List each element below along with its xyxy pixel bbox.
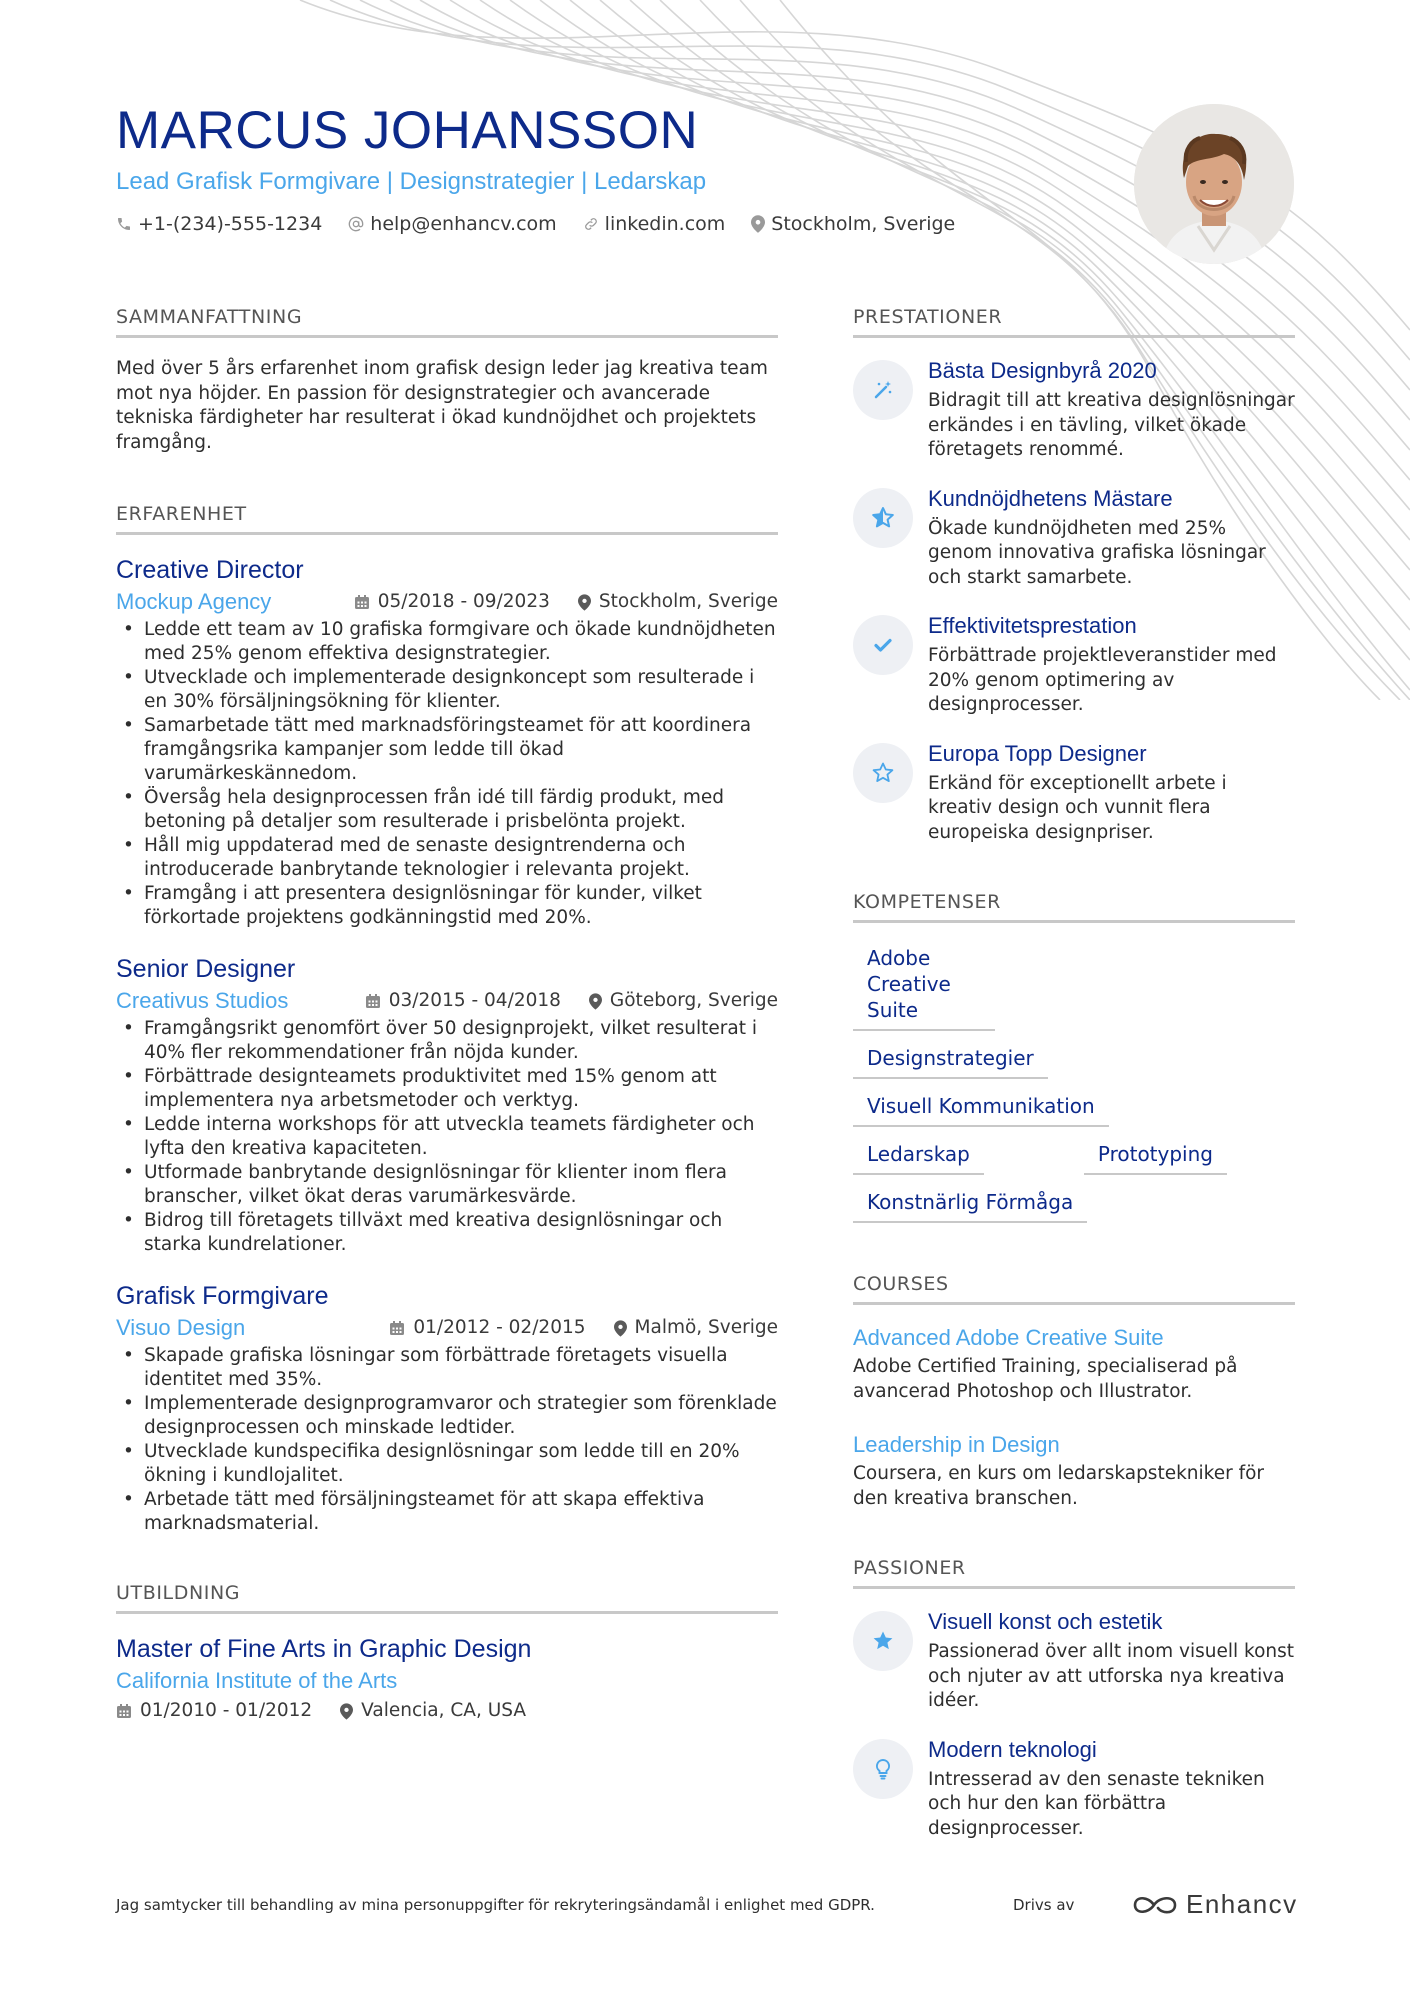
map-pin-icon xyxy=(340,1703,353,1720)
achievement-title: Kundnöjdhetens Mästare xyxy=(928,485,1173,511)
education-location-text: Valencia, CA, USA xyxy=(361,1700,526,1721)
job-meta xyxy=(116,987,778,1015)
passions-section xyxy=(853,1555,1295,1841)
summary-heading: SAMMANFATTNING xyxy=(116,304,778,338)
job-company: Visuo Design xyxy=(116,1315,246,1340)
star-outline-icon xyxy=(871,761,895,785)
achievement-body xyxy=(928,484,1295,591)
achievement-desc: Ökade kundnöjdheten med 25% genom innovativa grafiska lösningar och starkt samarbete. xyxy=(928,517,1266,588)
achievement-body xyxy=(928,739,1295,846)
contact-location xyxy=(751,211,955,237)
job-bullet: • Utvecklade och implementerade designkoncept som resulterade i en 30% försäljningsökning för klienter. xyxy=(116,666,778,714)
skills-list xyxy=(853,931,1295,1223)
candidate-name: MARCUS JOHANSSON xyxy=(116,101,699,160)
achievement-desc: Erkänd för exceptionellt arbete i kreativ design och vunnit flera europeiska designpriser. xyxy=(928,772,1227,843)
course-desc: Adobe Certified Training, specialiserad på avancerad Photoshop och Illustrator. xyxy=(853,1356,1238,1402)
contact-linkedin[interactable] xyxy=(583,211,726,237)
passion-item xyxy=(853,1735,1295,1842)
contact-phone[interactable] xyxy=(116,211,322,237)
check-icon xyxy=(871,633,895,657)
job-location xyxy=(578,588,778,616)
job-entry xyxy=(116,553,778,930)
achievement-title: Effektivitetsprestation xyxy=(928,613,1137,638)
passion-body xyxy=(928,1735,1295,1842)
magic-wand-icon xyxy=(871,378,895,402)
passions-heading: PASSIONER xyxy=(853,1555,1295,1589)
star-half-icon xyxy=(871,506,895,530)
achievement-icon-badge xyxy=(853,615,913,675)
passion-icon-badge xyxy=(853,1611,913,1671)
job-bullet: • Framgångsrikt genomfört över 50 designprojekt, vilket resulterat i 40% fler rekommendationer från nöjda kunder. xyxy=(116,1017,778,1065)
email-text: help@enhancv.com xyxy=(370,213,557,235)
job-company: Mockup Agency xyxy=(116,589,272,614)
skills-heading: KOMPETENSER xyxy=(853,889,1295,923)
education-meta xyxy=(116,1697,778,1725)
contact-email[interactable] xyxy=(348,211,556,237)
map-pin-icon xyxy=(751,215,765,233)
link-icon xyxy=(583,216,599,232)
job-entry xyxy=(116,1279,778,1536)
course-title: Advanced Adobe Creative Suite xyxy=(853,1325,1164,1350)
job-location-text: Malmö, Sverige xyxy=(634,1317,778,1338)
job-location-text: Stockholm, Sverige xyxy=(598,591,778,612)
map-pin-icon xyxy=(589,993,602,1010)
achievement-desc: Bidragit till att kreativa designlösningar erkändes i en tävling, vilket ökade företagets renommé. xyxy=(928,390,1295,460)
job-title: Senior Designer xyxy=(116,955,296,983)
skill-tag: Designstrategier xyxy=(853,1031,1048,1079)
job-bullet: • Utvecklade kundspecifika designlösningar som ledde till en 20% ökning i kundlojalitet. xyxy=(116,1440,778,1488)
job-bullet: • Ledde interna workshops för att utveckla teamets färdigheter och lyfta den kreativa kapaciteten. xyxy=(116,1113,778,1161)
education-location xyxy=(340,1697,526,1725)
calendar-icon xyxy=(116,1703,132,1719)
passion-desc: Intresserad av den senaste tekniken och hur den kan förbättra designprocesser. xyxy=(928,1768,1265,1839)
job-bullet: • Bidrog till företagets tillväxt med kreativa designlösningar och starka kundrelationer. xyxy=(116,1209,778,1257)
job-dates-text: 03/2015 - 04/2018 xyxy=(388,990,561,1011)
job-meta-right xyxy=(365,987,778,1015)
linkedin-text: linkedin.com xyxy=(604,213,726,235)
achievement-item xyxy=(853,611,1295,718)
footer xyxy=(116,1885,1296,1925)
brand-name: Enhancv xyxy=(1186,1889,1298,1919)
job-bullet: • Implementerade designprogramvaror och strategier som förenklade designprocessen och minskade ledtider. xyxy=(116,1392,778,1440)
job-bullet: • Håll mig uppdaterad med de senaste designtrenderna och introducerade banbrytande teknologier i relevanta projekt. xyxy=(116,834,778,882)
skill-tag: Adobe Creative Suite xyxy=(853,931,995,1031)
calendar-icon xyxy=(354,594,370,610)
school-name: California Institute of the Arts xyxy=(116,1668,398,1693)
summary-section xyxy=(116,304,778,455)
candidate-tagline: Lead Grafisk Formgivare | Designstrategier | Ledarskap xyxy=(116,168,707,195)
job-dates xyxy=(354,588,550,616)
job-bullet: • Utformade banbrytande designlösningar för klienter inom flera branscher, vilket ökat deras varumärkesvärde. xyxy=(116,1161,778,1209)
passion-title: Modern teknologi xyxy=(928,1736,1097,1762)
job-bullets xyxy=(116,1017,778,1257)
left-column xyxy=(116,304,778,1725)
education-dates xyxy=(116,1697,312,1725)
job-company: Creativus Studios xyxy=(116,988,289,1013)
job-bullet: • Arbetade tätt med försäljningsteamet för att skapa effektiva marknadsmaterial. xyxy=(116,1488,778,1536)
achievements-section xyxy=(853,304,1295,845)
skill-tag: Visuell Kommunikation xyxy=(853,1079,1109,1127)
job-dates-text: 05/2018 - 09/2023 xyxy=(377,591,550,612)
job-meta-right xyxy=(354,588,778,616)
course-desc: Coursera, en kurs om ledarskapstekniker för den kreativa branschen. xyxy=(853,1463,1265,1509)
enhancv-brand[interactable] xyxy=(1132,1889,1298,1920)
course-title: Leadership in Design xyxy=(853,1432,1060,1457)
education-heading: UTBILDNING xyxy=(116,1580,778,1614)
achievement-desc: Förbättrade projektleveranstider med 20% genom optimering av designprocesser. xyxy=(928,645,1277,715)
job-entry xyxy=(116,952,778,1257)
achievement-title: Europa Topp Designer xyxy=(928,740,1147,766)
job-bullet: • Ledde ett team av 10 grafiska formgivare och ökade kundnöjdheten med 25% genom effektiva designstrategier. xyxy=(116,618,778,666)
job-bullets xyxy=(116,618,778,930)
profile-photo xyxy=(1134,104,1294,264)
job-location xyxy=(589,987,778,1015)
achievement-body xyxy=(928,356,1295,463)
education-section xyxy=(116,1580,778,1725)
enhancv-logo-icon xyxy=(1132,1892,1178,1918)
achievement-item xyxy=(853,484,1295,591)
experience-heading: ERFARENHET xyxy=(116,501,778,535)
achievement-item xyxy=(853,739,1295,846)
gdpr-consent-text: Jag samtycker till behandling av mina personuppgifter för rekryteringsändamål i enlighet med GDPR. xyxy=(116,1896,875,1914)
job-bullet: • Förbättrade designteamets produktivitet med 15% genom att implementera nya arbetsmetoder och verktyg. xyxy=(116,1065,778,1113)
passion-desc: Passionerad över allt inom visuell konst och njuter av att utforska nya kreativa idéer. xyxy=(928,1641,1295,1711)
resume-header xyxy=(116,100,1116,237)
map-pin-icon xyxy=(614,1320,627,1337)
job-bullet: • Skapade grafiska lösningar som förbättrade företagets visuella identitet med 35%. xyxy=(116,1344,778,1392)
location-text: Stockholm, Sverige xyxy=(771,213,956,235)
job-meta xyxy=(116,1314,778,1342)
experience-section xyxy=(116,501,778,1536)
achievement-icon-badge xyxy=(853,360,913,420)
job-title: Creative Director xyxy=(116,556,304,584)
summary-text: Med över 5 års erfarenhet inom grafisk design leder jag kreativa team mot nya höjder. En passion för designstrategier och avancerade tekniska färdigheter har resulterat i ökad kundnöjdhet och projektets framgång. xyxy=(116,358,768,453)
courses-heading: COURSES xyxy=(853,1271,1295,1305)
phone-text: +1-(234)-555-1234 xyxy=(138,213,323,235)
education-dates-text: 01/2010 - 01/2012 xyxy=(140,1700,313,1721)
achievement-body xyxy=(928,611,1295,718)
job-bullet: • Översåg hela designprocessen från idé till färdig produkt, med betoning på detaljer som resulterade i prisbelönta projekt. xyxy=(116,786,778,834)
star-icon xyxy=(871,1629,895,1653)
passion-icon-badge xyxy=(853,1739,913,1799)
phone-icon xyxy=(116,216,132,232)
lightbulb-icon xyxy=(871,1757,895,1781)
calendar-icon xyxy=(365,993,381,1009)
at-sign-icon xyxy=(348,216,364,232)
skill-tag: Ledarskap xyxy=(853,1127,984,1175)
job-meta xyxy=(116,588,778,616)
achievement-icon-badge xyxy=(853,488,913,548)
job-bullet: • Framgång i att presentera designlösningar för kunder, vilket förkortade projektens godkänningstid med 20%. xyxy=(116,882,778,930)
achievements-heading: PRESTATIONER xyxy=(853,304,1295,338)
job-location xyxy=(614,1314,778,1342)
passion-title: Visuell konst och estetik xyxy=(928,1609,1163,1634)
job-dates xyxy=(365,987,561,1015)
calendar-icon xyxy=(389,1320,405,1336)
skills-section xyxy=(853,889,1295,1223)
achievement-title: Bästa Designbyrå 2020 xyxy=(928,358,1157,383)
skill-tag: Prototyping xyxy=(1084,1127,1227,1175)
degree-title: Master of Fine Arts in Graphic Design xyxy=(116,1635,532,1663)
course-item xyxy=(853,1430,1295,1511)
job-dates xyxy=(389,1314,585,1342)
achievement-icon-badge xyxy=(853,743,913,803)
job-bullet: • Samarbetade tätt med marknadsföringsteamet för att koordinera framgångsrika kampanjer som ledde till ökad varumärkeskännedom. xyxy=(116,714,778,786)
job-location-text: Göteborg, Sverige xyxy=(609,990,778,1011)
job-dates-text: 01/2012 - 02/2015 xyxy=(413,1317,586,1338)
map-pin-icon xyxy=(578,594,591,611)
avatar-portrait-icon xyxy=(1134,104,1294,264)
achievement-item xyxy=(853,356,1295,463)
courses-section xyxy=(853,1271,1295,1511)
passion-item xyxy=(853,1607,1295,1714)
job-meta-right xyxy=(389,1314,778,1342)
powered-by-label: Drivs av xyxy=(1013,1896,1075,1914)
job-bullets xyxy=(116,1344,778,1536)
skill-tag: Konstnärlig Förmåga xyxy=(853,1175,1087,1223)
right-column xyxy=(853,304,1295,1841)
course-item xyxy=(853,1323,1295,1404)
job-title: Grafisk Formgivare xyxy=(116,1282,329,1310)
passion-body xyxy=(928,1607,1295,1714)
contact-row xyxy=(116,211,1116,237)
